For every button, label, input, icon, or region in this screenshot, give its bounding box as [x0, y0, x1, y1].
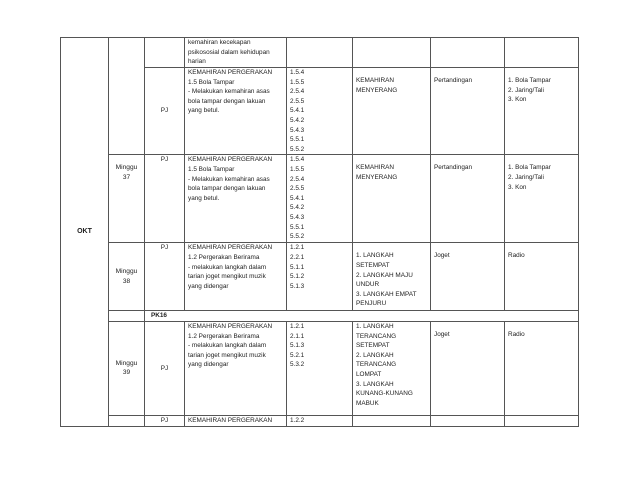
content-cell: KEMAHIRAN PERGERAKAN: [185, 415, 287, 426]
activity-cell: Joget: [431, 321, 505, 415]
standards-cell: 1.2.1 2.1.1 5.1.3 5.2.1 5.3.2: [287, 321, 353, 415]
week-39-cell: Minggu 39: [109, 321, 145, 415]
tools-cell: Radio: [505, 321, 579, 415]
content-cell: KEMAHIRAN PERGERAKAN 1.2 Pergerakan Berirama - melakukan langkah dalam tarian joget mengikut muzik yang didengar: [185, 243, 287, 311]
subject-cell: PJ: [145, 321, 185, 415]
subject-cell: PJ: [145, 68, 185, 155]
table-row: [61, 243, 579, 311]
subject-cell: PJ: [145, 155, 185, 243]
theme-cell: KEMAHIRAN MENYERANG: [353, 155, 431, 243]
standards-cell: 1.5.4 1.5.5 2.5.4 2.5.5 5.4.1 5.4.2 5.4.3 5.5.1 5.5.2: [287, 68, 353, 155]
theme-cell: 1. LANGKAH TERANCANG SETEMPAT 2. LANGKAH TERANCANG LOMPAT 3. LANGKAH KUNANG-KUNANG MABUK: [353, 321, 431, 415]
table-row: [61, 311, 579, 322]
month-cell: OKT: [61, 38, 109, 427]
table-row: [61, 321, 579, 415]
theme-cell: KEMAHIRAN MENYERANG: [353, 68, 431, 155]
content-cell: kemahiran kecekapan psikososial dalam kehidupan harian: [185, 38, 287, 68]
theme-cell: 1. LANGKAH SETEMPAT 2. LANGKAH MAJU UNDUR 3. LANGKAH EMPAT PENJURU: [353, 243, 431, 311]
table-row: [61, 415, 579, 426]
week-38-cell: Minggu 38: [109, 243, 145, 311]
subject-cell: PJ: [145, 243, 185, 311]
tools-cell: 1. Bola Tampar 2. Jaring/Tali 3. Kon: [505, 155, 579, 243]
pk-label: PK16: [145, 311, 579, 322]
content-cell: KEMAHIRAN PERGERAKAN 1.5 Bola Tampar - Melakukan kemahiran asas bola tampar dengan lakuan yang betul.: [185, 155, 287, 243]
week-cell-blank: [109, 38, 145, 155]
lesson-plan-table: [60, 37, 579, 427]
subject-cell: PJ: [145, 415, 185, 426]
table-row: [61, 38, 579, 68]
standards-cell: 1.5.4 1.5.5 2.5.4 2.5.5 5.4.1 5.4.2 5.4.3 5.5.1 5.5.2: [287, 155, 353, 243]
content-cell: KEMAHIRAN PERGERAKAN 1.5 Bola Tampar - Melakukan kemahiran asas bola tampar dengan lakuan yang betul.: [185, 68, 287, 155]
standards-cell: 1.2.1 2.2.1 5.1.1 5.1.2 5.1.3: [287, 243, 353, 311]
table-row: [61, 155, 579, 243]
week-37-cell: Minggu 37: [109, 155, 145, 243]
content-cell: KEMAHIRAN PERGERAKAN 1.2 Pergerakan Berirama - melakukan langkah dalam tarian joget mengikut muzik yang didengar: [185, 321, 287, 415]
activity-cell: Pertandingan: [431, 68, 505, 155]
activity-cell: Joget: [431, 243, 505, 311]
activity-cell: Pertandingan: [431, 155, 505, 243]
tools-cell: Radio: [505, 243, 579, 311]
standards-cell: 1.2.2: [287, 415, 353, 426]
tools-cell: 1. Bola Tampar 2. Jaring/Tali 3. Kon: [505, 68, 579, 155]
